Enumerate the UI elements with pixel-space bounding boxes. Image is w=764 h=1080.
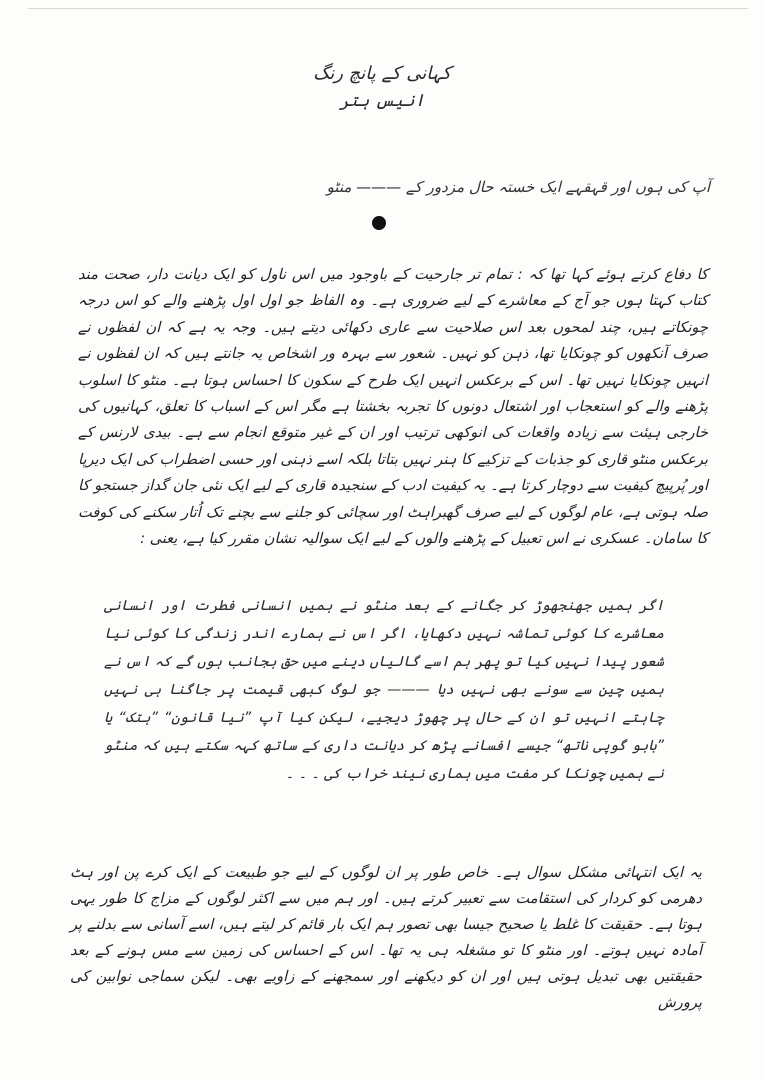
- author-name: انیس ہتر: [339, 91, 425, 111]
- epigraph: آپ کی ہوں اور قہقہے ایک خستہ حال مزدور کے ——— منٹو: [326, 178, 710, 196]
- block-quote: اگر ہمیں جھنجھوڑ کر جگانے کے بعد منٹو نے ہمیں انسانی فطرت اور انسانی معاشرے کا کوئی تماشہ نہیں دکھایا، اگر اس نے ہمارے اندر زندگی کا کوئی نیا شعور پیدا نہیں کیا تو پھر ہم اسے گالیاں دینے میں حق بجانب ہوں گے کہ اس نے ہمیں چین سے سونے بھی نہیں دیا ——— جو لوگ کبھی قیمت پر جاگنا ہی نہیں چاہتے انہیں تو ان کے حال پر چھوڑ دیجیے، لیکن کیا آپ ”نیا قانون“ ”ہتک“ یا ”بابو گوپی ناتھ“ جیسے افسانے پڑھ کر دیانت داری کے ساتھ کہہ سکتے ہیں کہ منٹو نے ہمیں چونکا کر مفت میں ہماری نیند خراب کی ۔ ۔ ۔: [104, 598, 664, 782]
- essay-title: کہانی کے پانچ رنگ: [313, 63, 451, 84]
- body-paragraph-2: یہ ایک انتہائی مشکل سوال ہے۔ خاص طور پر ان لوگوں کے لیے جو طبیعت کے ایک کرے پن اور ہٹ دھرمی کو کردار کی استقامت سے تعبیر کرتے ہیں۔ اور ہم میں سے اکثر لوگوں کے مزاج کا طور یہی ہوتا ہے۔ حقیقت کا غلط یا صحیح جیسا بھی تصور ہم ایک بار قائم کر لیتے ہیں، اسے آسانی سے بدلنے پر آمادہ نہیں ہوتے۔ اور منٹو کا تو مشغلہ ہی یہ تھا۔ اس کے احساس کی زمین سے مس ہونے کے بعد حقیقتیں بھی تبدیل ہوتی ہیں اور ان کو دیکھنے اور سمجھنے کے زاویے بھی۔ لیکن سماجی نوابین کی پرورش: [70, 864, 702, 1011]
- document-header: [0, 60, 764, 114]
- section-bullet-icon: [372, 216, 386, 230]
- page-top-edge: [28, 8, 748, 9]
- body-paragraph-1: کا دفاع کرتے ہوئے کہا تھا کہ : تمام تر جارحیت کے باوجود میں اس ناول کو ایک دیانت دار، صحت مند کتاب کہتا ہوں جو آج کے معاشرے کے لیے ضروری ہے۔ وہ الفاظ جو اول اول پڑھنے والے کو اس درجہ چونکاتے ہیں، چند لمحوں بعد اس صلاحیت سے عاری دکھائی دیتے ہیں۔ وجہ یہ ہے کہ ان لفظوں نے صرف آنکھوں کو چونکایا تھا، ذہن کو نہیں۔ شعور سے بہرہ ور اشخاص یہ جانتے ہیں کہ ان لفظوں نے انہیں چونکایا نہیں تھا۔ اس کے برعکس انہیں ایک طرح کے سکون کا احساس ہوتا ہے۔ منٹو کا اسلوب پڑھنے والے کو استعجاب اور اشتعال دونوں کا تجربہ بخشتا ہے مگر اس کے اسباب کا تعلق، کہانیوں کی خارجی ہیئت سے زیادہ واقعات کی انوکھی ترتیب اور ان کے غیر متوقع انجام سے ہے۔ بیدی لارنس کے برعکس منٹو قاری کو جذبات کے تزکیے کا ہنر نہیں بتاتا بلکہ اسے ذہنی اور حسی اضطراب کی ایک دیرپا اور پُرپیچ کیفیت سے دوچار کرتا ہے۔ یہ کیفیت ادب کے سنجیدہ قاری کے لیے ایک نئی جان گداز جستجو کا صلہ ہوتی ہے، عام لوگوں کے لیے صرف گھبراہٹ اور سچائی کو جلنے سے بچنے تک اُتار سکنے کی کوفت کا سامان۔ عسکری نے اس تعبیل کے پڑھنے والوں کے لیے ایک سوالیہ نشان مقرر کیا ہے، یعنی :: [78, 266, 709, 548]
